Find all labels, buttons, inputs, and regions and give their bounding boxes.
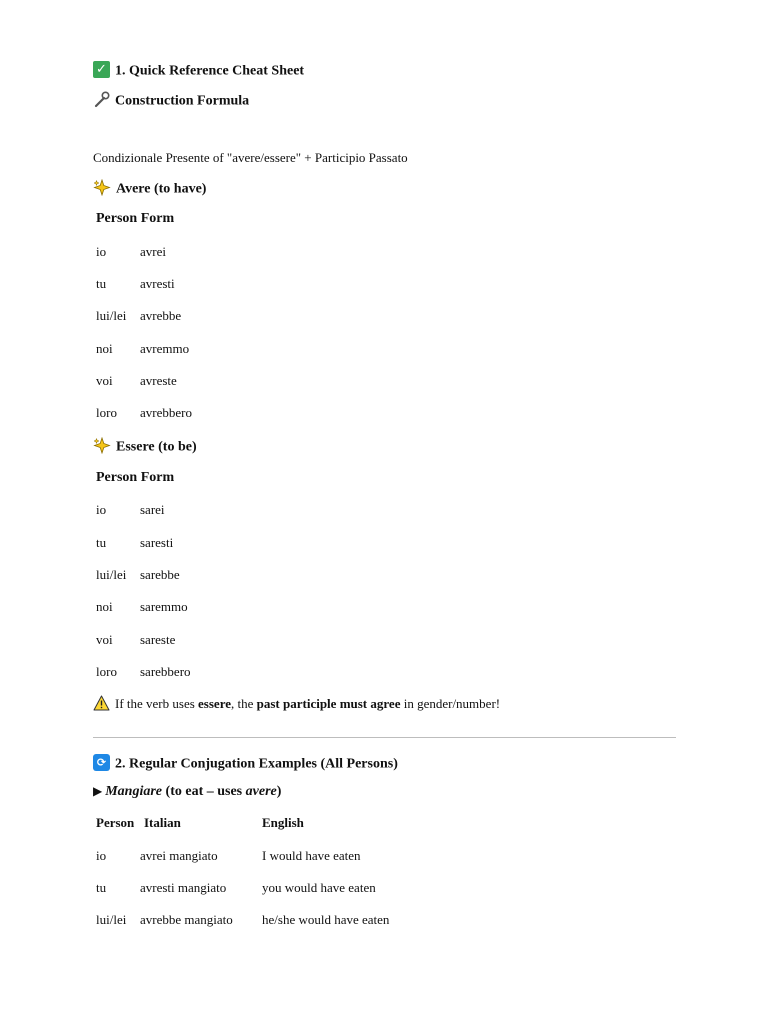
- note-part3: in gender/number!: [400, 696, 501, 711]
- essere-heading-text: Essere (to be): [116, 439, 197, 455]
- essere-person: noi: [96, 599, 113, 614]
- avere-form: avrei: [140, 244, 166, 259]
- verb-desc-pre: (to eat – uses: [162, 784, 246, 799]
- avere-heading: [93, 181, 206, 198]
- wrench-icon: [93, 91, 110, 108]
- checkmark-icon: ✓: [93, 61, 110, 78]
- mangiare-english: you would have eaten: [262, 880, 376, 895]
- verb-aux: avere: [245, 784, 277, 799]
- note-bold-agree: past participle must agree: [256, 696, 401, 711]
- essere-col-form: Form: [140, 470, 175, 485]
- avere-person: io: [96, 244, 107, 259]
- essere-person: voi: [96, 632, 113, 647]
- avere-form: avresti: [140, 276, 175, 291]
- note-part2: , the: [231, 696, 257, 711]
- essere-form: sareste: [140, 632, 176, 647]
- sparkles-icon: [93, 179, 111, 196]
- avere-form: avremmo: [140, 341, 190, 356]
- formula-heading: [93, 93, 249, 110]
- note-part1: If the verb uses: [115, 696, 199, 711]
- mangiare-italian: avrebbe mangiato: [140, 912, 233, 927]
- play-arrow-icon: ▶: [93, 784, 103, 798]
- avere-form: avrebbe: [140, 308, 182, 323]
- mangiare-heading: [93, 785, 281, 799]
- avere-col-form: Form: [140, 211, 175, 226]
- essere-form: sarebbe: [140, 567, 180, 582]
- mangiare-italian: avrei mangiato: [140, 848, 218, 863]
- avere-form: avreste: [140, 373, 177, 388]
- verb-name: Mangiare: [105, 784, 163, 799]
- essere-form: sarei: [140, 502, 165, 517]
- note-bold-essere: essere: [198, 696, 231, 711]
- avere-heading-text: Avere (to have): [116, 181, 207, 197]
- essere-person: lui/lei: [96, 567, 127, 582]
- section-divider: [93, 737, 676, 738]
- avere-col-person: Person: [96, 211, 138, 226]
- verb-desc-post: ): [276, 784, 282, 799]
- mangiare-italian: avresti mangiato: [140, 880, 227, 895]
- mangiare-col-italian: Italian: [144, 815, 181, 830]
- essere-form: sarebbero: [140, 664, 191, 679]
- mangiare-english: I would have eaten: [262, 848, 361, 863]
- essere-form: saremmo: [140, 599, 188, 614]
- avere-person: noi: [96, 341, 113, 356]
- repeat-icon: ⟳: [93, 754, 110, 771]
- formula-heading-text: Construction Formula: [115, 93, 250, 109]
- agreement-note: [93, 697, 500, 713]
- mangiare-person: io: [96, 848, 107, 863]
- sparkles-icon: [93, 437, 111, 454]
- essere-person: loro: [96, 664, 117, 679]
- section1-title: [93, 63, 304, 80]
- avere-person: loro: [96, 405, 117, 420]
- mangiare-col-english: English: [262, 815, 304, 830]
- essere-form: saresti: [140, 535, 174, 550]
- avere-table-header: [96, 212, 174, 226]
- essere-heading: [93, 439, 197, 456]
- section2-title: [93, 756, 398, 773]
- essere-table-header: [96, 471, 174, 485]
- warning-icon: [93, 695, 110, 711]
- mangiare-english: he/she would have eaten: [262, 912, 390, 927]
- mangiare-person: tu: [96, 880, 107, 895]
- essere-col-person: Person: [96, 470, 138, 485]
- avere-form: avrebbero: [140, 405, 192, 420]
- section1-title-text: 1. Quick Reference Cheat Sheet: [115, 63, 305, 79]
- avere-person: tu: [96, 276, 107, 291]
- avere-person: voi: [96, 373, 113, 388]
- essere-person: io: [96, 502, 107, 517]
- formula-text: Condizionale Presente of "avere/essere" + Participio Passato: [93, 150, 408, 165]
- mangiare-col-person: Person: [96, 815, 135, 830]
- section2-title-text: 2. Regular Conjugation Examples (All Persons): [115, 756, 398, 772]
- essere-person: tu: [96, 535, 107, 550]
- avere-person: lui/lei: [96, 308, 127, 323]
- mangiare-person: lui/lei: [96, 912, 127, 927]
